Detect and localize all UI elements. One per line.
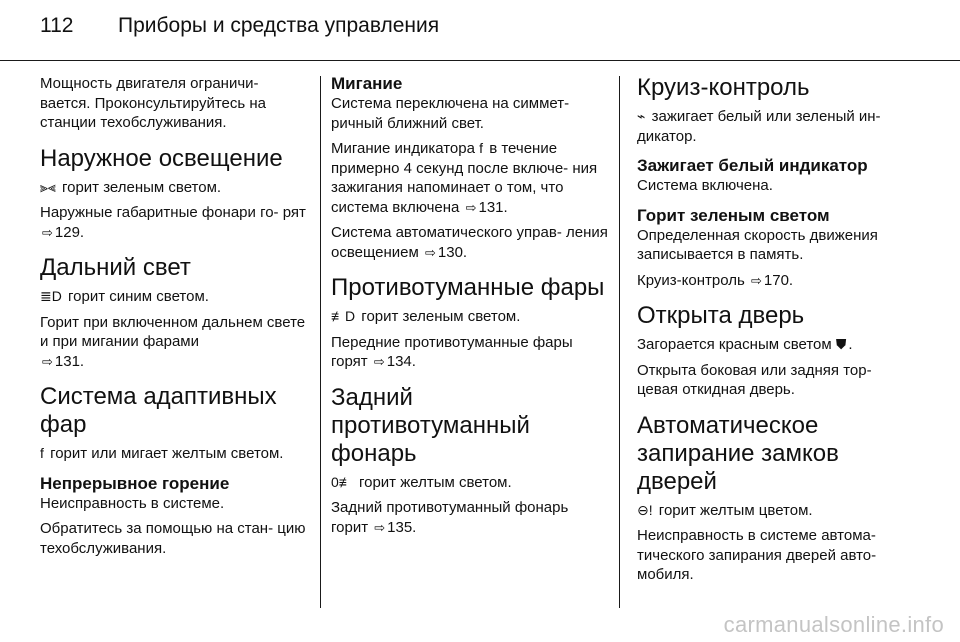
cruise-control-icon: ⌁: [637, 108, 646, 124]
section-title-cruise-control: Круиз-контроль: [637, 74, 810, 101]
adaptive-status: f горит или мигает желтым светом.: [40, 445, 284, 462]
section-title-fog-lights: Противотуманные фары: [331, 274, 605, 301]
green-light-desc: Определенная скорость движения записывается в память.: [637, 226, 878, 263]
section-title-high-beam: Дальний свет: [40, 254, 191, 281]
door-open-status: Загорается красным светом ⛊ .: [637, 336, 853, 353]
column-2: [331, 74, 609, 543]
high-beam-icon: ≣D: [40, 288, 62, 304]
flashing-desc-1: Система переключена на симмет- ричный ближний свет.: [331, 95, 570, 132]
steady-on-advice: Обратитесь за помощью на стан- цию техобслуживания.: [40, 520, 306, 557]
steady-on-desc: Неисправность в системе.: [40, 494, 225, 512]
column-divider-1: [320, 76, 321, 608]
flashing-desc-2: Мигание индикатора f в течение примерно 4 секунд после включе- ния зажигания напоминает о том, что система включена ⇨ 131.: [331, 140, 598, 216]
column-3: [637, 74, 905, 591]
adaptive-light-icon: f: [479, 140, 484, 156]
section-title-green-light: Горит зеленым светом: [637, 205, 830, 225]
section-title-white-indicator: Зажигает белый индикатор: [637, 156, 868, 175]
auto-locking-desc: Неисправность в системе автома- тического запирания дверей авто- мобиля.: [637, 527, 877, 583]
reference-arrow-icon: ⇨: [374, 519, 386, 535]
door-open-desc: Открыта боковая или задняя тор- цевая откидная дверь.: [637, 361, 872, 398]
column-1: [40, 74, 310, 564]
reference-arrow-icon: ⇨: [42, 224, 53, 240]
section-title-exterior-lighting: Наружное освещение: [40, 144, 283, 172]
reference-arrow-icon: ⇨: [750, 272, 762, 288]
column-divider-2: [619, 76, 620, 608]
adaptive-light-icon: f: [40, 445, 44, 461]
cruise-control-reference: Круиз-контроль ⇨ 170.: [637, 271, 794, 289]
fog-lights-status: ≢D горит зеленым светом.: [331, 308, 521, 325]
front-fog-icon: ≢D: [331, 308, 356, 324]
section-title-flashing: Мигание: [331, 74, 403, 93]
section-title-door-open: Открыта дверь: [637, 302, 805, 329]
rear-fog-status: 0≢ горит желтым светом.: [331, 473, 512, 491]
intro-text: Мощность двигателя ограничи- вается. Проконсультируйтесь на станции техобслуживания.: [40, 75, 266, 131]
cruise-control-desc: ⌁ зажигает белый или зеленый ин- дикатор.: [637, 108, 881, 145]
header-rule: [0, 60, 960, 61]
lock-warning-icon: ⊖!: [637, 501, 653, 518]
page-header: [40, 14, 900, 50]
page-reference-link[interactable]: 129.: [54, 223, 85, 241]
reference-arrow-icon: ⇨: [373, 354, 385, 369]
high-beam-desc: Горит при включенном дальнем свете и при мигании фарами ⇨ 131.: [40, 313, 306, 370]
exterior-lighting-desc: Наружные габаритные фонари го- рят ⇨ 129.: [40, 204, 306, 241]
page-title: Приборы и средства управления: [118, 14, 440, 37]
door-open-icon: ⛊: [835, 336, 847, 352]
section-title-rear-fog: Задний противотуманный фонарь: [331, 383, 530, 467]
page-reference-link[interactable]: 170.: [763, 271, 794, 289]
reference-arrow-icon: ⇨: [465, 199, 477, 215]
reference-arrow-icon: ⇨: [425, 244, 436, 260]
rear-fog-desc: Задний противотуманный фонарь горит ⇨ 135.: [331, 499, 569, 536]
auto-locking-status: ⊖! горит желтым цветом.: [637, 501, 813, 519]
reference-arrow-icon: ⇨: [42, 353, 53, 369]
page-reference-link[interactable]: 131.: [54, 352, 85, 370]
exterior-lighting-status: ⫸⫷ горит зеленым светом.: [40, 178, 222, 196]
fog-lights-desc: Передние противотуманные фары горят ⇨ 134.: [331, 333, 573, 370]
page-reference-link[interactable]: 134.: [386, 353, 416, 370]
exterior-light-icon: ⫸⫷: [40, 178, 56, 195]
high-beam-status: ≣D горит синим светом.: [40, 288, 209, 305]
section-title-adaptive-headlights: Система адаптивных фар: [40, 383, 277, 438]
watermark-text: carmanualsonline.info: [723, 612, 944, 637]
page-reference-link[interactable]: 130.: [437, 243, 468, 261]
page-number: 112: [40, 14, 74, 37]
page-reference-link[interactable]: 135.: [387, 518, 417, 536]
rear-fog-icon: 0≢: [331, 473, 353, 490]
section-title-auto-locking: Автоматическое запирание замков дверей: [637, 411, 839, 495]
page-reference-link[interactable]: 131.: [478, 198, 508, 216]
flashing-desc-3: Система автоматического управ- ления освещением ⇨ 130.: [331, 224, 608, 261]
section-title-steady-on: Непрерывное горение: [40, 473, 230, 493]
white-indicator-desc: Система включена.: [637, 177, 773, 194]
